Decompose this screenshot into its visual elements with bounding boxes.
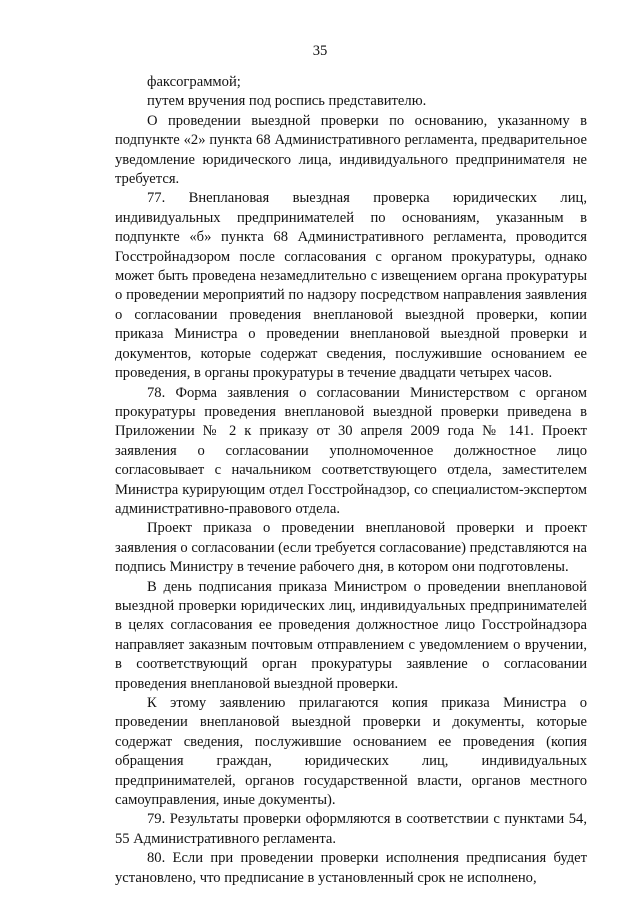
paragraph-no-notice-required: О проведении выездной проверки по основанию, указанному в подпункте «2» пункта 68 Административного регламента, предварительное уведомление юридического лица, индивидуального предпринимателя не требуется. (115, 112, 587, 188)
paragraph-attachments: К этому заявлению прилагаются копия приказа Министра о проведении внеплановой выездной проверки и документы, которые содержат сведения, послужившие основанием ее проведения (копия обращения граждан, юридических лиц, индивидуальных предпринимателей, органов государственной власти, органов местного самоуправления, иные документы). (115, 695, 587, 809)
paragraph-78: 78. Форма заявления о согласовании Министерством с органом прокуратуры проведения внеплановой выездной проверки приведена в Приложении № 2 к приказу от 30 апреля 2009 года № 141. Проект заявления о согласовании уполномоченное должностное лицо согласовывает с начальником соответствующего отдела, заместителем Министра курирующим отдел Госстройнадзор, со специалистом-экспертом административно-правового отдела. (115, 384, 587, 517)
paragraph-80: 80. Если при проведении проверки исполнения предписания будет установлено, что предписание в установленный срок не исполнено, (115, 850, 587, 886)
paragraph-draft-order: Проект приказа о проведении внеплановой проверки и проект заявления о согласовании (если требуется согласование) представляются на подпись Министру в течение рабочего дня, в котором они подготовлены. (115, 520, 587, 576)
paragraph-signing-day: В день подписания приказа Министром о проведении внеплановой выездной проверки юридических лиц, индивидуальных предпринимателей в целях согласования ее проведения должностное лицо Госстройнадзора направляет заказным почтовым отправлением с уведомлением о вручении, в соответствующий орган прокуратуры заявление о согласовании проведения внеплановой выездной проверки. (115, 578, 587, 692)
paragraph-hand-delivery: путем вручения под роспись представителю. (147, 93, 427, 110)
document-body (115, 73, 587, 888)
paragraph-79: 79. Результаты проверки оформляются в соответствии с пунктами 54, 55 Административного регламента. (115, 811, 587, 847)
page-number: 35 (312, 43, 328, 59)
paragraph-fax-delivery: факсограммой; (147, 74, 241, 90)
paragraph-77: 77. Внеплановая выездная проверка юридических лиц, индивидуальных предпринимателей по основаниям, указанным в подпункте «б» пункта 68 Административного регламента, проводится Госстройнадзором после согласования с органом прокуратуры, однако может быть проведена незамедлительно с извещением органа прокуратуры о проведении мероприятий по надзору посредством направления заявления о согласовании проведения внеплановой выездной проверки, копии приказа Министра о проведении внеплановой выездной проверки и документов, которые содержат сведения, послужившие основанием ее проведения, в органы прокуратуры в течение двадцати четырех часов. (115, 190, 587, 382)
